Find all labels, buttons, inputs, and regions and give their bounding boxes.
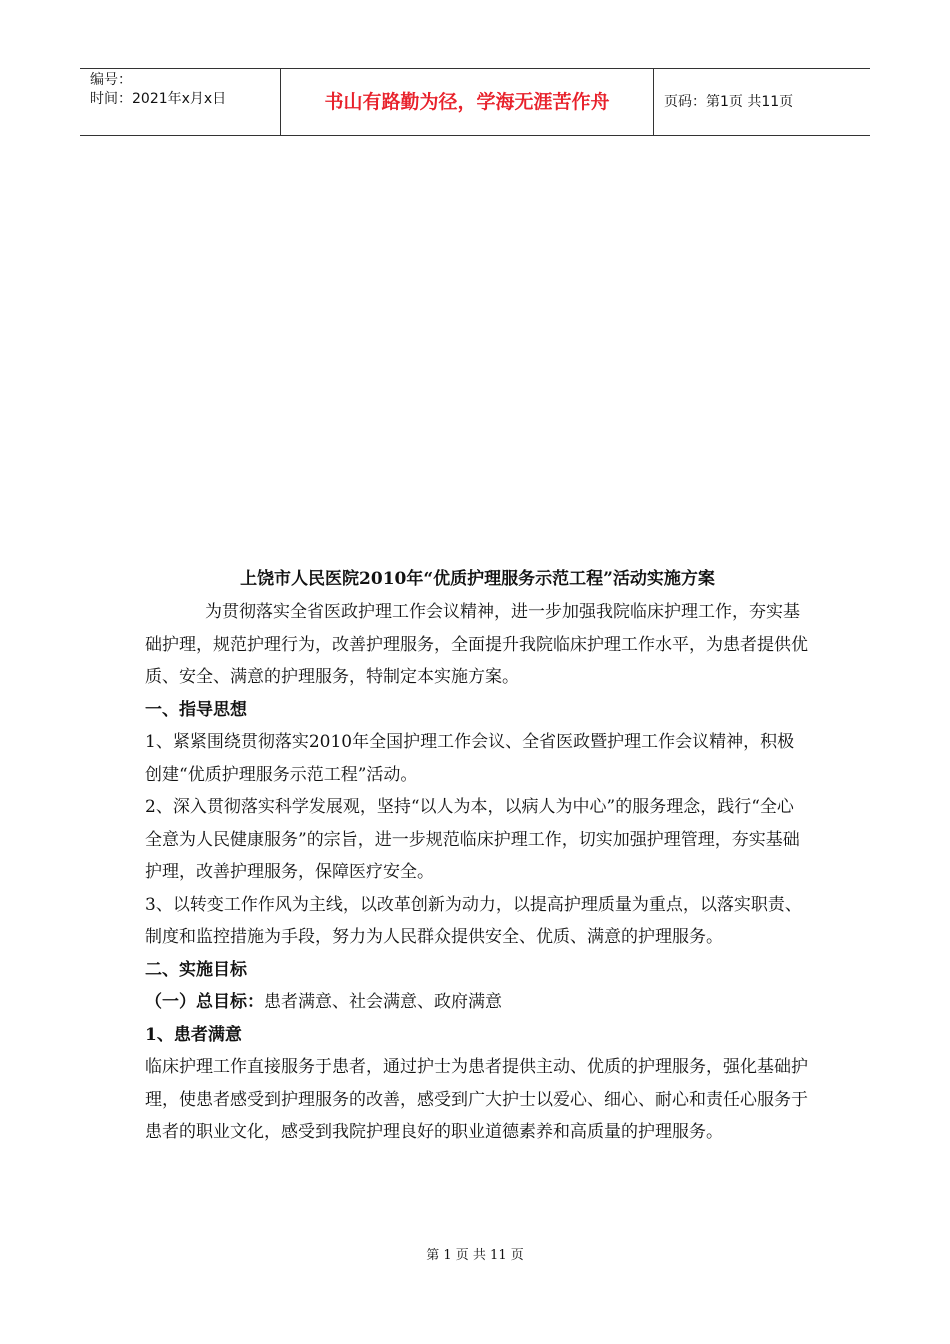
goal-text: 患者满意、社会满意、政府满意	[264, 992, 502, 1012]
document-body	[145, 564, 810, 1149]
header-page-info: 页码：第1页 共11页	[664, 94, 794, 110]
time-label: 时间：2021年x月x日	[90, 91, 227, 107]
goal-line	[145, 986, 810, 1019]
paragraph: 2、深入贯彻落实科学发展观，坚持“以人为本，以病人为中心”的服务理念，践行“全心全意为人民健康服务”的宗旨，进一步规范临床护理工作，切实加强护理管理，夯实基础护理，改善护理服务，保障医疗安全。	[145, 797, 800, 882]
document-title: 上饶市人民医院2010年“优质护理服务示范工程”活动实施方案	[240, 569, 715, 589]
goal-label: （一）总目标：	[145, 992, 264, 1012]
number-label: 编号：	[90, 72, 132, 88]
header-meta	[90, 71, 280, 109]
header-divider	[653, 69, 654, 135]
page-footer: 第 1 页 共 11 页	[426, 1248, 524, 1263]
paragraph: 1、紧紧围绕贯彻落实2010年全国护理工作会议、全省医政暨护理工作会议精神，积极创建“优质护理服务示范工程”活动。	[145, 732, 795, 785]
section-heading: 二、实施目标	[145, 959, 247, 980]
intro-paragraph: 为贯彻落实全省医政护理工作会议精神，进一步加强我院临床护理工作，夯实基础护理，规范护理行为，改善护理服务，全面提升我院临床护理工作水平，为患者提供优质、安全、满意的护理服务，特制定本实施方案。	[145, 602, 808, 687]
header-motto: 书山有路勤为径，学海无涯苦作舟	[324, 91, 610, 113]
page-header	[80, 68, 870, 136]
subsection-heading: 1、患者满意	[145, 1024, 242, 1045]
paragraph: 3、以转变工作作风为主线，以改革创新为动力，以提高护理质量为重点，以落实职责、制度和监控措施为手段，努力为人民群众提供安全、优质、满意的护理服务。	[145, 894, 802, 947]
paragraph: 临床护理工作直接服务于患者，通过护士为患者提供主动、优质的护理服务，强化基础护理，使患者感受到护理服务的改善，感受到广大护士以爱心、细心、耐心和责任心服务于患者的职业文化，感受到我院护理良好的职业道德素养和高质量的护理服务。	[145, 1057, 808, 1142]
section-heading: 一、指导思想	[145, 699, 247, 720]
